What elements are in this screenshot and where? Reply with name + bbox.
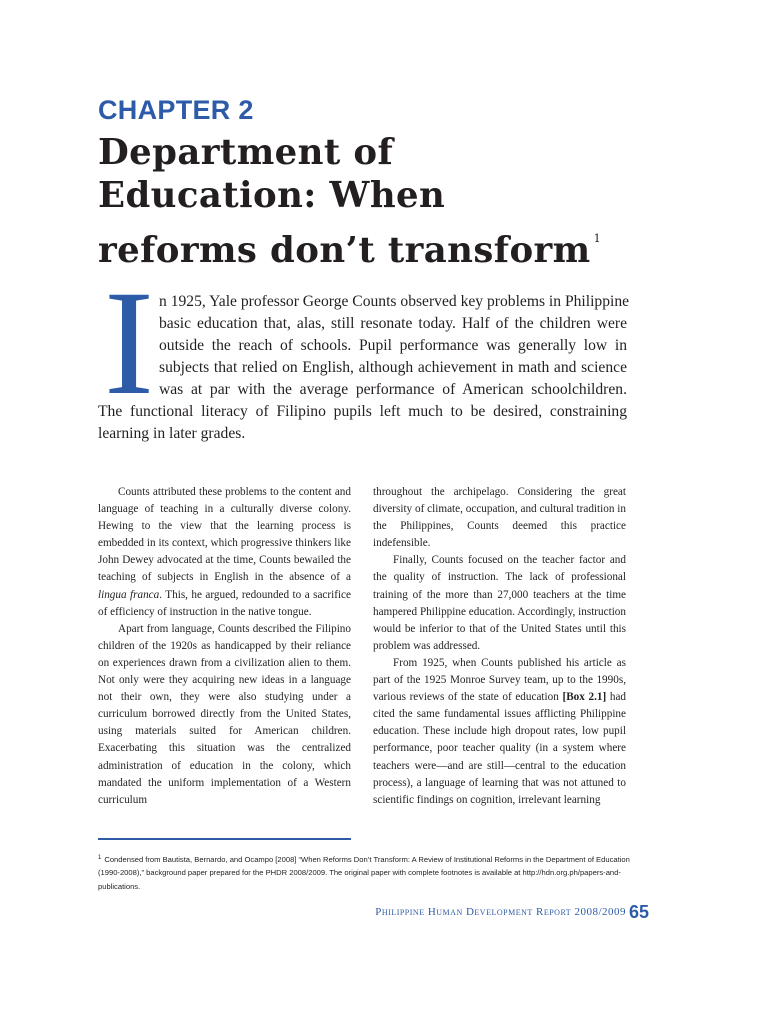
body-paragraph: throughout the archipelago. Considering the great diversity of climate, occupation, and cultural tradition in the Philippines, Counts deemed this practice indefensible.	[373, 486, 626, 550]
chapter-title-line	[98, 217, 658, 272]
intro-line: outside the reach of schools. Pupil performance was generally low in	[159, 337, 627, 354]
body-text: From 1925, when Counts published his article as part of the 1925 Monroe Survey team, up to the 1990s, various reviews of the state of education	[373, 656, 626, 704]
page-number: 65	[629, 902, 650, 922]
body-text: Counts attributed these problems to the content and language of teaching in a culturally diverse colony. Hewing to the view that the learning process is embedded in its context, which progressive thinkers like John Dewey advocated at the time, Counts bewailed the teaching of subjects in English in the absence of a	[98, 486, 351, 584]
body-text: . This, he argued, redounded to a sacrifice of efficiency of instruction in the native tongue.	[98, 588, 351, 618]
chapter-title-line-text: reforms don’t transform	[98, 230, 591, 271]
box-reference-link[interactable]: [Box 2.1]	[562, 691, 607, 704]
chapter-title	[98, 131, 658, 272]
intro-line: The functional literacy of Filipino pupils left much to be desired, constraining	[98, 403, 627, 420]
drop-cap: I	[104, 260, 154, 426]
chapter-label: CHAPTER 2	[98, 95, 254, 125]
intro-line: subjects that relied on English, although achievement in math and science	[159, 359, 627, 376]
running-footer-title: Philippine Human Development Report 2008/2009	[375, 906, 626, 918]
footnote	[98, 852, 638, 893]
intro-line: was at par with the average performance of American schoolchildren.	[159, 381, 627, 398]
footnote-text: Condensed from Bautista, Bernardo, and Ocampo [2008] “When Reforms Don’t Transform: A Review of Institutional Reforms in the Department of Education (1990-2008),” background paper prepared for the PHDR 2008/2009. The original paper with complete footnotes is available at http://hdn.org.ph/papers-and-publications.	[98, 855, 630, 891]
footnote-divider	[98, 838, 351, 840]
body-text-italic: lingua franca	[98, 588, 160, 601]
body-column-left	[98, 484, 351, 809]
intro-line: basic education that, alas, still resonate today. Half of the children were	[159, 315, 627, 332]
body-text: had cited the same fundamental issues afflicting Philippine education. These include high dropout rates, low pupil performance, poor teacher quality (in a system where teachers were—and are still—central to the education process), a language of learning that was not attuned to scientific findings on cognition, irrelevant learning	[373, 691, 627, 806]
body-paragraph	[373, 655, 626, 809]
intro-line: learning in later grades.	[98, 425, 246, 442]
body-paragraph: Apart from language, Counts described the Filipino children of the 1920s as handicapped by their reliance on experiences drawn from a civilization alien to them. Not only were they acquiring new ideas in a language not their own, they were also studying under a curriculum borrowed directly from the United States, using materials suited for American children. Exacerbating this situation was the centralized administration of education in the colony, which mandated the uniform implementation of a Western curriculum	[98, 622, 351, 806]
body-column-right	[373, 484, 626, 809]
intro-line: n 1925, Yale professor George Counts observed key problems in Philippine	[159, 293, 630, 310]
body-paragraph: Finally, Counts focused on the teacher factor and the quality of instruction. The lack of professional training of the more than 27,000 teachers at the time hampered Philippine education. Accordingly, instruction would be inferior to that of the United States until this problem was addressed.	[373, 554, 626, 652]
body-paragraph	[98, 484, 351, 621]
chapter-title-line: Department of	[98, 132, 394, 173]
chapter-title-line: Education: When	[98, 175, 446, 216]
title-footnote-marker[interactable]: 1	[593, 232, 601, 245]
footnote-mark: 1	[98, 855, 102, 861]
